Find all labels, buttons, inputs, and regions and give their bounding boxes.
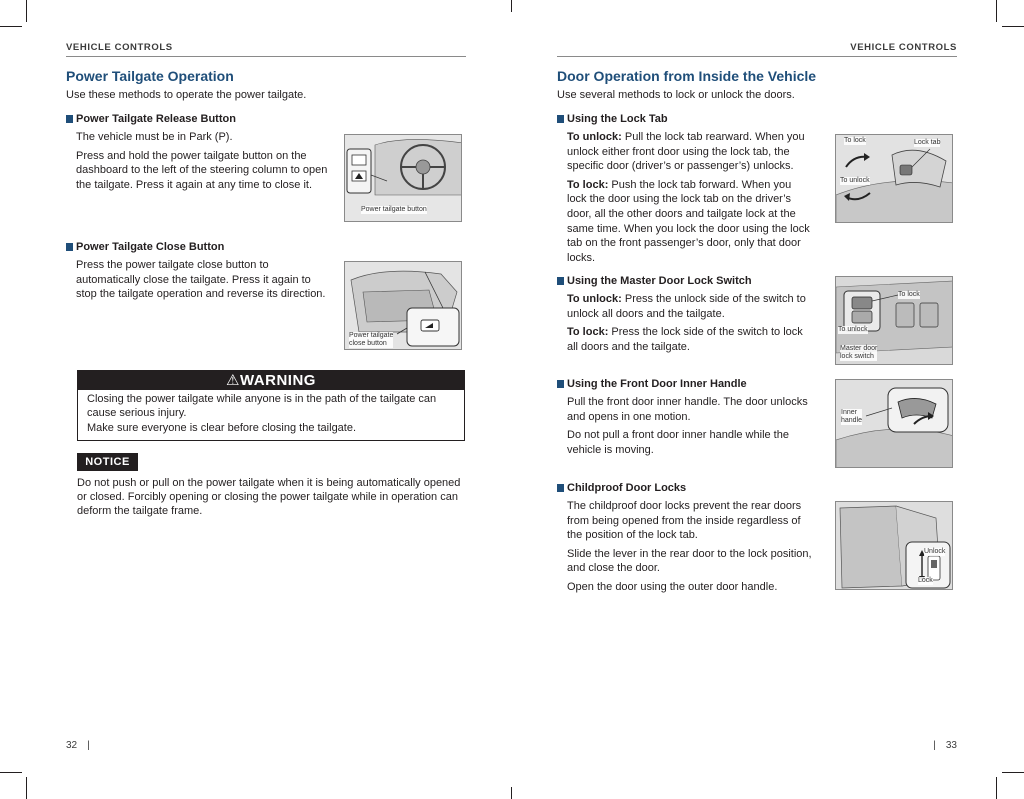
paragraph: Slide the lever in the rear door to the lock position, and close the door.: [567, 547, 812, 575]
crop-mark: [26, 0, 27, 22]
paragraph: Open the door using the outer door handle.: [567, 580, 778, 593]
caption-line: Inner: [841, 409, 857, 416]
caption-line: Master door: [840, 345, 878, 352]
square-bullet-icon: [557, 484, 564, 492]
subsection-heading-text: Using the Front Door Inner Handle: [567, 378, 747, 390]
crop-mark: [996, 0, 997, 22]
header-rule: [66, 56, 466, 57]
childproof-illustration: [835, 501, 953, 590]
square-bullet-icon: [66, 115, 73, 123]
inline-text: Press the unlock side of the switch to unlock all doors and the tailgate.: [567, 293, 806, 320]
inline-text: Push the lock tab forward. When you lock the door using the lock tab on the driver’s door, all the other doors and tailgate lock at the same time. When you lock the door using the lock tab on the front passenger’s door, only that door locks.: [567, 178, 810, 264]
subsection-heading: [557, 112, 813, 126]
inline-label: To lock:: [567, 326, 609, 339]
lock-tab-illustration: [835, 134, 953, 223]
paragraph: Do not pull a front door inner handle while the vehicle is moving.: [567, 429, 789, 456]
right-page: [557, 0, 957, 799]
inline-label: To lock:: [567, 178, 609, 191]
subsection-heading-text: Childproof Door Locks: [567, 482, 687, 494]
caption-line: handle: [841, 417, 863, 424]
paragraph: [567, 130, 813, 174]
dashboard-illustration: [344, 134, 462, 222]
warning-label: WARNING: [239, 372, 316, 389]
figure-caption: To unlock: [838, 326, 868, 333]
inline-label: To unlock:: [567, 131, 622, 143]
figure-caption: Unlock: [924, 548, 946, 555]
subsection-heading: [557, 377, 813, 391]
figure-caption: [840, 345, 877, 361]
section-title: Door Operation from Inside the Vehicle: [557, 68, 817, 84]
figure-caption: Power tailgate button: [361, 206, 427, 213]
paragraph: Pull the front door inner handle. The door unlocks and opens in one motion.: [567, 396, 808, 423]
master-switch-illustration: [835, 276, 953, 365]
crop-mark: [26, 777, 27, 799]
childproof-drawing: [836, 502, 953, 590]
section-title: Power Tailgate Operation: [66, 68, 234, 84]
figure-caption: [349, 332, 393, 348]
section-intro: Use several methods to lock or unlock the doors.: [557, 89, 795, 101]
master-switch-section: [557, 274, 813, 354]
close-button-section: [66, 240, 328, 302]
tailgate-illustration: [344, 261, 462, 350]
childproof-section: [557, 481, 813, 595]
warning-header: [78, 371, 464, 390]
inline-text: Pull the lock tab rearward. When you unlock either front door using the lock tab, the specific door (driver’s or passenger’s) unlocks.: [567, 131, 805, 173]
inline-text: Press the lock side of the switch to lock all doors and the tailgate.: [567, 326, 803, 353]
release-button-section: [66, 112, 328, 192]
figure-caption: To unlock: [840, 177, 870, 184]
subsection-heading: [557, 274, 813, 288]
notice-text: Do not push or pull on the power tailgate when it is being automatically opened or closed. Forcibly opening or closing the power tailgate while in operation can deform the tailgate frame.: [77, 477, 461, 517]
lock-tab-section: [557, 112, 813, 265]
inner-handle-illustration: [835, 379, 953, 468]
notice-label: NOTICE: [77, 453, 138, 471]
paragraph: Press and hold the power tailgate button on the dashboard to the left of the steering column to open the tailgate. Press it again at any time to close it.: [76, 149, 328, 191]
figure-caption: To lock: [844, 137, 866, 144]
left-page: [66, 0, 466, 799]
crop-mark: [511, 0, 512, 12]
inner-handle-section: [557, 377, 813, 457]
page-number-value: 32: [66, 740, 78, 751]
caption-line: Power tailgate: [349, 332, 394, 339]
header-rule: [557, 56, 957, 57]
subsection-heading-text: Power Tailgate Close Button: [76, 241, 225, 253]
caption-line: close button: [349, 340, 387, 347]
running-head: VEHICLE CONTROLS: [850, 42, 957, 53]
caption-line: lock switch: [840, 353, 874, 360]
paragraph: [567, 178, 813, 266]
crop-mark: [0, 772, 22, 773]
figure-caption: Lock tab: [914, 139, 941, 146]
figure-caption: To lock: [898, 291, 920, 298]
paragraph: [567, 325, 813, 354]
paragraph: [567, 292, 813, 321]
warning-triangle-icon: ⚠: [226, 372, 240, 389]
crop-mark: [996, 777, 997, 799]
warning-text: Closing the power tailgate while anyone is in the path of the tailgate can cause serious injury.: [87, 393, 437, 419]
warning-box: [77, 370, 465, 441]
paragraph: The childproof door locks prevent the rear doors from being opened from the inside regardless of the position of the lock tab.: [567, 500, 802, 542]
square-bullet-icon: [557, 380, 564, 388]
page-number: | 33: [933, 740, 957, 751]
subsection-heading-text: Using the Master Door Lock Switch: [567, 275, 752, 287]
warning-body: [78, 390, 464, 440]
square-bullet-icon: [66, 243, 73, 251]
subsection-heading: [557, 481, 813, 495]
square-bullet-icon: [557, 115, 564, 123]
figure-caption: Lock: [918, 577, 933, 584]
paragraph: Press the power tailgate close button to automatically close the tailgate. Press it again to stop the tailgate operation and reverse its direction.: [76, 259, 326, 301]
section-intro: Use these methods to operate the power tailgate.: [66, 89, 307, 101]
warning-text: Make sure everyone is clear before closing the tailgate.: [87, 422, 357, 435]
inline-label: To unlock:: [567, 293, 622, 305]
crop-mark: [511, 787, 512, 799]
page-number-value: 33: [945, 740, 957, 751]
running-head: VEHICLE CONTROLS: [66, 42, 173, 53]
square-bullet-icon: [557, 277, 564, 285]
figure-caption: [841, 409, 862, 425]
subsection-heading: [66, 112, 328, 126]
subsection-heading-text: Using the Lock Tab: [567, 113, 668, 125]
paragraph: The vehicle must be in Park (P).: [76, 131, 233, 143]
crop-mark: [1002, 26, 1024, 27]
crop-mark: [1002, 772, 1024, 773]
page-number: 32 |: [66, 740, 90, 751]
subsection-heading-text: Power Tailgate Release Button: [76, 113, 236, 125]
subsection-heading: [66, 240, 328, 254]
crop-mark: [0, 26, 22, 27]
